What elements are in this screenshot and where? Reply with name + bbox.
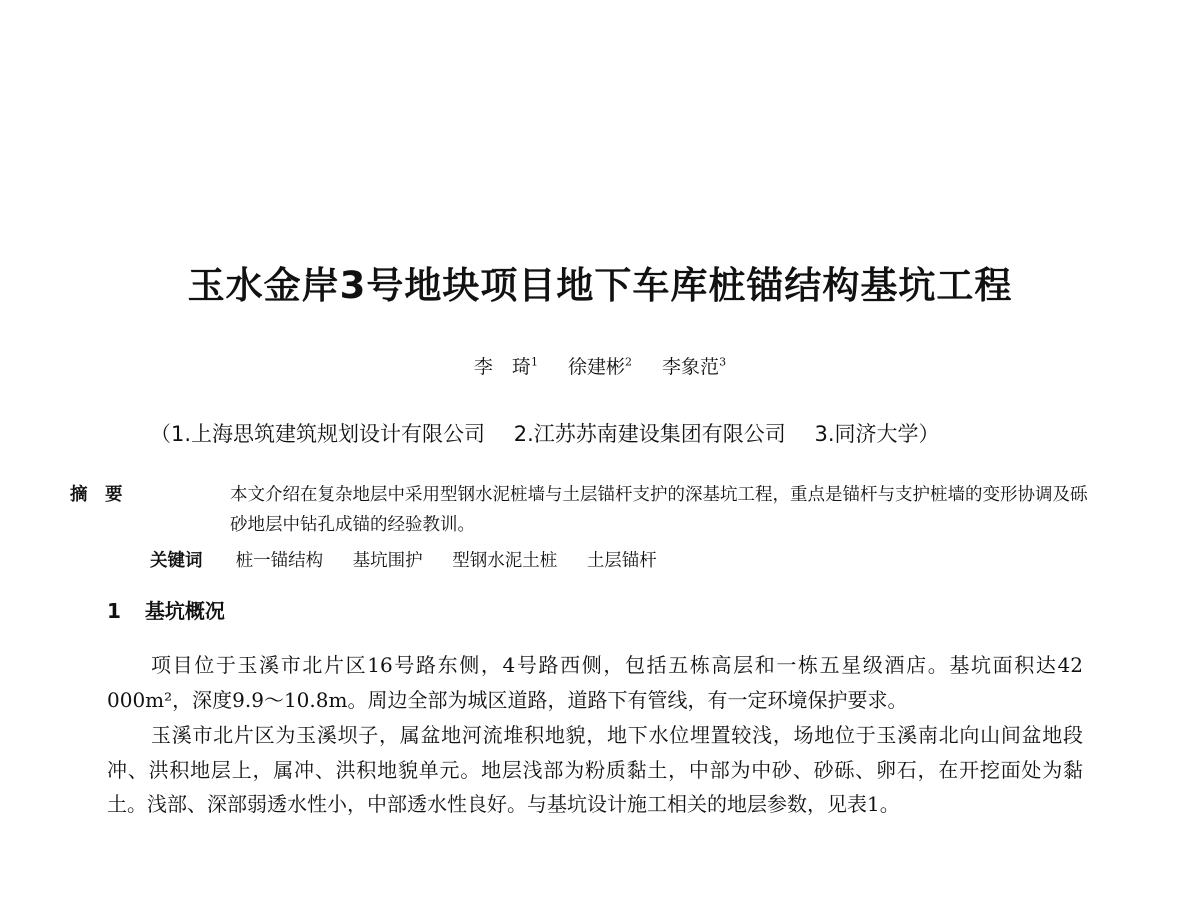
section-heading <box>107 595 225 624</box>
keyword: 型钢水泥土桩 <box>452 551 558 571</box>
abstract-block <box>70 480 1090 576</box>
keywords <box>150 546 1090 576</box>
author-affil-mark: 2 <box>625 355 632 369</box>
abstract <box>70 480 1090 540</box>
keywords-label: 关键词 <box>150 551 203 571</box>
affiliation-3: 3.同济大学） <box>814 422 940 446</box>
author-list <box>0 352 1200 379</box>
paragraph: 项目位于玉溪市北片区16号路东侧，4号路西侧，包括五栋高层和一栋五星级酒店。基坑面积达42 000m²，深度9.9～10.8m。周边全部为城区道路，道路下有管线，有一定环境保护要求。 <box>107 653 1083 712</box>
abstract-text: 本文介绍在复杂地层中采用型钢水泥桩墙与土层锚杆支护的深基坑工程，重点是锚杆与支护桩墙的变形协调及砾砂地层中钻孔成锚的经验教训。 <box>230 485 1088 535</box>
affiliation-2: 2.江苏苏南建设集团有限公司 <box>513 422 786 446</box>
section-title: 基坑概况 <box>144 599 225 623</box>
author-1 <box>474 356 538 378</box>
author-name: 李 琦 <box>473 356 531 378</box>
author-name: 徐建彬 <box>567 356 625 378</box>
paper-title: 玉水金岸3号地块项目地下车库桩锚结构基坑工程 <box>187 264 1013 307</box>
affiliations <box>150 418 1070 448</box>
section-number: 1 <box>107 599 121 623</box>
author-2 <box>568 356 632 378</box>
affiliation-1: （1.上海思筑建筑规划设计有限公司 <box>150 422 486 446</box>
paragraph: 玉溪市北片区为玉溪坝子，属盆地河流堆积地貌，地下水位埋置较浅，场地位于玉溪南北向山间盆地段冲、洪积地层上，属冲、洪积地貌单元。地层浅部为粉质黏土，中部为中砂、砂砾、卵石，在开挖面处为黏土。浅部、深部弱透水性小，中部透水性良好。与基坑设计施工相关的地层参数，见表1。 <box>107 723 1083 816</box>
abstract-label: 摘 要 <box>70 485 123 505</box>
keyword: 基坑围护 <box>352 551 423 571</box>
author-3 <box>662 356 726 378</box>
author-affil-mark: 1 <box>530 355 538 369</box>
body-text <box>107 648 1083 823</box>
keyword: 土层锚杆 <box>586 551 657 571</box>
author-affil-mark: 3 <box>719 355 727 369</box>
keyword: 桩一锚结构 <box>235 551 324 571</box>
author-name: 李象范 <box>662 356 720 378</box>
